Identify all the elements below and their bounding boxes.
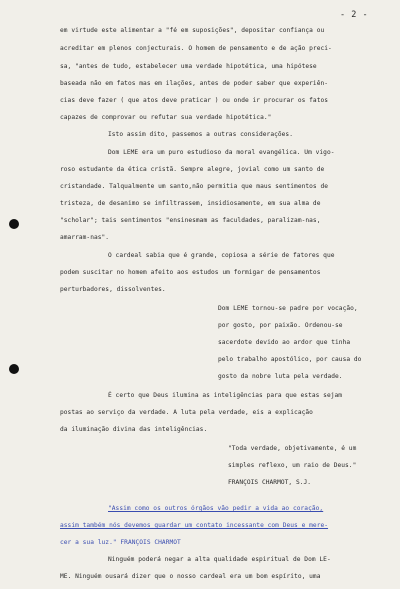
text-line: postas ao serviço da verdade. A luta pela verdade, eis a explicação — [60, 409, 313, 416]
punch-hole-top — [9, 219, 19, 229]
text-line: ME. Ninguém ousará dizer que o nosso cardeal era um bom espírito, uma — [60, 573, 321, 580]
text-line: em virtude este alimentar a "fé em suposições", depositar confiança ou — [60, 27, 325, 34]
text-line: sacerdote devido ao ardor que tinha — [218, 339, 351, 346]
text-line: "scholar"; tais sentimentos "ensinesmam as faculdades, paralizam-nas, — [60, 217, 321, 224]
text-line: roso estudante da ética cristã. Sempre alegre, jovial como um santo de — [60, 166, 325, 173]
text-line: da iluminação divina das inteligências. — [60, 426, 208, 433]
text-line: O cardeal sabia que é grande, copiosa a série de fatores que — [108, 252, 335, 259]
text-line: baseada não em fatos mas em ilações, antes de poder saber que experiên- — [60, 80, 329, 87]
text-line: capazes de comprovar ou refutar sua verdade hipotética." — [60, 114, 272, 121]
highlight-quote-line: "Assim como os outros órgãos vão pedir a vida ao coração, — [108, 505, 324, 512]
text-line: acreditar em plenos conjecturais. O homem de pensamento e de ação preci- — [60, 45, 332, 52]
text-line: amarram-nas". — [60, 234, 110, 241]
page-number: - 2 - — [340, 10, 369, 20]
text-line: É certo que Deus ilumina as inteligências para que estas sejam — [108, 392, 343, 399]
text-line: cristandade. Talqualmente um santo,não permitia que maus sentimentos de — [60, 183, 329, 190]
text-line: podem suscitar no homem afeito aos estudos um formigar de pensamentos — [60, 269, 321, 276]
text-line: pelo trabalho apostólico, por causa do — [218, 356, 362, 363]
text-line: perturbadores, dissolventes. — [60, 286, 166, 293]
quote-line: "Toda verdade, objetivamente, é um — [228, 445, 357, 452]
quote-attribution: FRANÇOIS CHARMOT, S.J. — [228, 479, 312, 486]
text-line: Ninguém poderá negar a alta qualidade espiritual de Dom LE- — [108, 556, 331, 563]
text-line: gosto da nobre luta pela verdade. — [218, 373, 343, 380]
text-line: tristeza, de desanimo se infiltrassem, insidiosamente, em sua alma de — [60, 200, 321, 207]
highlight-quote-line: assim também nós devemos guardar um contato incessante com Deus e mere- — [60, 522, 329, 529]
text-line: Dom LEME tornou-se padre por vocação, — [218, 305, 358, 312]
highlight-quote-line: cer a sua luz." FRANÇOIS CHARMOT — [60, 539, 181, 546]
text-line: Dom LEME era um puro estudioso da moral evangélica. Um vigo- — [108, 149, 335, 156]
text-line: por gosto, por paixão. Ordenou-se — [218, 322, 343, 329]
quote-line: simples reflexo, um raio de Deus." — [228, 462, 357, 469]
text-line: sa, "antes de tudo, estabelecer uma verdade hipotética, uma hipótese — [60, 63, 317, 70]
text-line: cias deve fazer ( que atos deve praticar ) ou onde ir procurar os fatos — [60, 97, 329, 104]
punch-hole-bottom — [9, 364, 19, 374]
text-line: Isto assim dito, passemos a outras considerações. — [108, 131, 293, 138]
